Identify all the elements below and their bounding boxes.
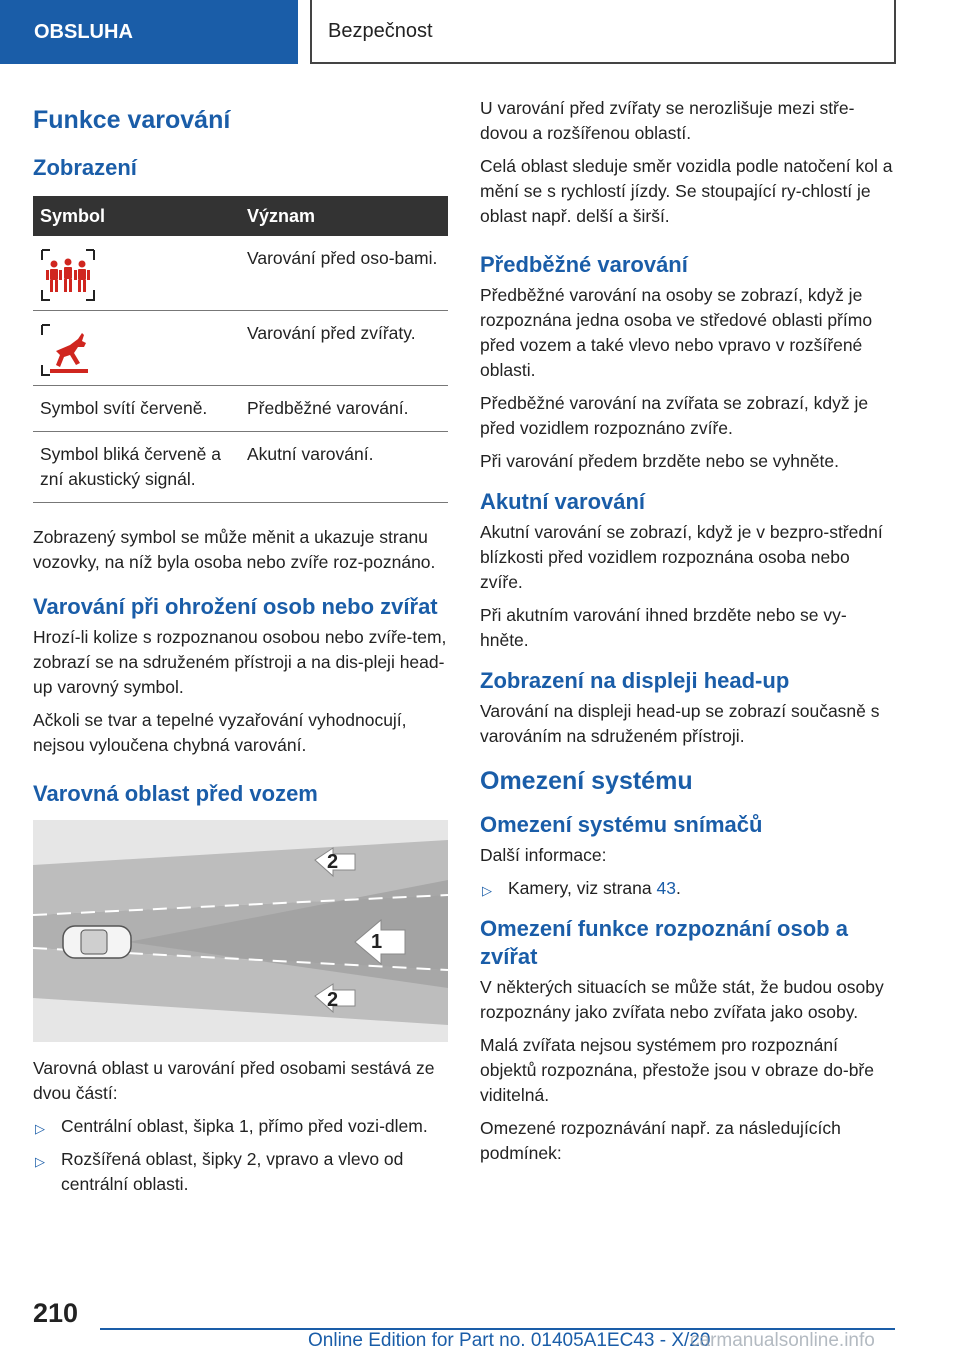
list-item: ▷ Rozšířená oblast, šipky 2, vpravo a vlevo od centrální oblasti.	[35, 1149, 404, 1194]
list-item: ▷ Centrální oblast, šipka 1, přímo před vozi-dlem.	[33, 1114, 448, 1139]
section-heading: Omezení systému snímačů	[480, 812, 763, 837]
bullet-list	[480, 876, 895, 901]
table-cell-meaning: Akutní varování.	[240, 432, 448, 503]
symbol-table	[33, 196, 448, 503]
animal-warning-icon	[40, 321, 92, 375]
paragraph: Malá zvířata nejsou systémem pro rozpoznání objektů rozpoznána, přestože jsou v obraze do-bře viditelná.	[480, 1035, 874, 1105]
section-heading: Akutní varování	[480, 489, 646, 514]
page-link[interactable]: 43	[656, 878, 676, 898]
section-heading: Omezení funkce rozpoznání osob a zvířat	[480, 916, 848, 969]
paragraph: Akutní varování se zobrazí, když je v bezpro-střední blízkosti před vozidlem rozpoznána osoba nebo zvíře.	[480, 522, 883, 592]
table-header-meaning: Význam	[240, 196, 448, 236]
table-cell-meaning: Varování před zvířaty.	[240, 311, 448, 386]
list-item: ▷ Kamery, viz strana 43.	[480, 876, 895, 901]
bullet-list	[33, 1114, 448, 1197]
paragraph: Varování na displeji head-up se zobrazí současně s varováním na sdruženém přístroji.	[480, 701, 880, 746]
label-arrow-2-top: 2	[327, 851, 339, 873]
table-header-symbol: Symbol	[33, 196, 240, 236]
paragraph: V některých situacích se může stát, že budou osoby rozpoznány jako zvířata nebo zvířata jako osoby.	[480, 977, 884, 1022]
table-cell-meaning: Varování před oso-bami.	[240, 236, 448, 311]
warning-area-figure	[33, 820, 448, 1042]
persons-warning-icon	[40, 246, 92, 300]
triangle-bullet-icon: ▷	[35, 1121, 45, 1136]
table-cell-symbol: Symbol bliká červeně a zní akustický signál.	[33, 432, 240, 503]
section-title: Omezení systému	[480, 767, 693, 795]
paragraph: Hrozí-li kolize s rozpoznanou osobou nebo zvíře-tem, zobrazí se na sdruženém přístroji a na dis-pleji head-up varovný symbol.	[33, 627, 447, 697]
paragraph: Další informace:	[480, 845, 607, 865]
display-heading: Zobrazení	[33, 155, 137, 180]
section-tab: OBSLUHA	[0, 0, 298, 64]
chapter-tab: Bezpečnost	[310, 0, 896, 64]
right-column	[480, 96, 895, 1174]
table-cell-meaning: Předběžné varování.	[240, 386, 448, 432]
page-number: 210	[33, 1298, 79, 1328]
watermark: carmanualsonline.info	[690, 1330, 875, 1351]
paragraph: Předběžné varování na zvířata se zobrazí, když je před vozidlem rozpoznáno zvíře.	[480, 393, 869, 438]
section-heading: Varování při ohrožení osob nebo zvířat	[33, 594, 438, 619]
paragraph: Omezené rozpoznávání např. za následujících podmínek:	[480, 1118, 841, 1163]
page-title: Funkce varování	[33, 106, 231, 134]
section-heading: Varovná oblast před vozem	[33, 781, 318, 806]
paragraph: Celá oblast sleduje směr vozidla podle natočení kol a mění se s rychlostí jízdy. Se stoupající ry-chlostí je oblast např. delší a širší.	[480, 156, 893, 226]
label-arrow-1: 1	[371, 931, 383, 953]
paragraph: Varovná oblast u varování před osobami sestává ze dvou částí:	[33, 1058, 435, 1103]
paragraph: U varování před zvířaty se nerozlišuje mezi stře-dovou a rozšířenou oblastí.	[480, 98, 855, 143]
paragraph: Zobrazený symbol se může měnit a ukazuje stranu vozovky, na níž byla osoba nebo zvíře roz-poznáno.	[33, 527, 436, 572]
triangle-bullet-icon: ▷	[482, 883, 492, 898]
paragraph: Předběžné varování na osoby se zobrazí, když je rozpoznána jedna osoba ve středové oblasti přímo před vozem a také vlevo nebo vpravo v rozšířené oblasti.	[480, 285, 873, 380]
section-heading: Zobrazení na displeji head-up	[480, 668, 790, 693]
paragraph: Ačkoli se tvar a tepelné vyzařování vyhodnocují, nejsou vyloučena chybná varování.	[33, 710, 407, 755]
page-header	[0, 0, 960, 66]
label-arrow-2-bottom: 2	[327, 989, 339, 1011]
car-icon	[63, 926, 131, 958]
table-row	[33, 386, 448, 432]
table-row	[33, 311, 448, 386]
paragraph: Při varování předem brzděte nebo se vyhněte.	[480, 451, 839, 471]
section-heading: Předběžné varování	[480, 252, 688, 277]
paragraph: Při akutním varování ihned brzděte nebo se vy-hněte.	[480, 605, 847, 650]
table-row	[33, 432, 448, 503]
table-cell-symbol: Symbol svítí červeně.	[33, 386, 240, 432]
footer-edition: Online Edition for Part no. 01405A1EC43 - X/20	[308, 1330, 711, 1351]
table-row	[33, 236, 448, 311]
triangle-bullet-icon: ▷	[35, 1154, 45, 1169]
left-column	[33, 96, 448, 1205]
